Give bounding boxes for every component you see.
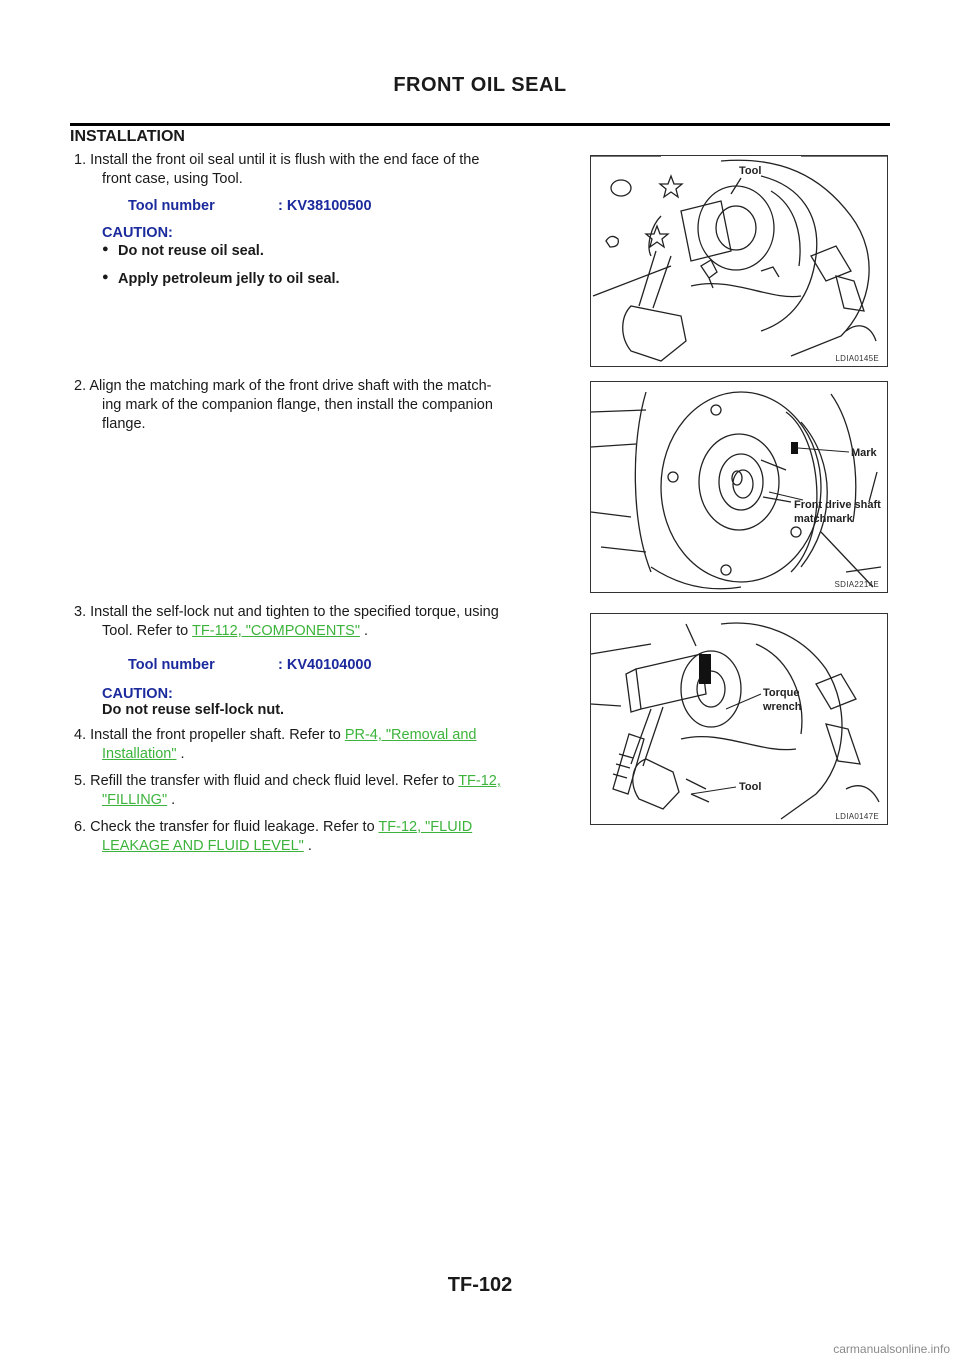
- figure-code: LDIA0147E: [835, 812, 879, 821]
- caution-block: [102, 686, 284, 718]
- step-text: .: [303, 838, 312, 854]
- tool-number-row: [128, 657, 372, 673]
- step-text: ing mark of the companion flange, then install the companion: [102, 397, 493, 413]
- figure-label: Tool: [739, 781, 762, 793]
- title-rule: [70, 123, 890, 126]
- figure-label: wrench: [763, 701, 802, 713]
- section-heading: INSTALLATION: [70, 128, 185, 145]
- caution-item: ● Do not reuse oil seal.: [102, 243, 340, 259]
- xref-link-tf12[interactable]: TF-12,: [458, 773, 501, 789]
- caution-item: Do not reuse self-lock nut.: [102, 702, 285, 718]
- xref-link-fluid[interactable]: TF-12, "FLUID: [378, 819, 473, 835]
- step-text: flange.: [102, 416, 146, 432]
- step-number: 3.: [74, 604, 87, 620]
- oil-seal-illustration: [591, 156, 887, 366]
- page-title: FRONT OIL SEAL: [393, 74, 567, 96]
- figure-label: Tool: [739, 165, 762, 177]
- step-3: [74, 603, 579, 641]
- caution-title: CAUTION:: [102, 686, 173, 702]
- figure-code: LDIA0145E: [835, 354, 879, 363]
- figure-torque-wrench: [590, 613, 888, 825]
- step-1: [74, 151, 579, 189]
- watermark: carmanualsonline.info: [833, 1342, 950, 1356]
- step-6: [74, 818, 579, 856]
- step-text: .: [167, 792, 176, 808]
- xref-link-components[interactable]: TF-112, "COMPONENTS": [192, 623, 360, 639]
- step-text: .: [176, 746, 185, 762]
- step-4: [74, 726, 579, 764]
- xref-link-installation[interactable]: Installation": [102, 746, 177, 762]
- figure-label: matchmark: [794, 513, 853, 525]
- tool-value: : KV38100500: [278, 198, 372, 214]
- step-text: Tool. Refer to: [102, 623, 189, 639]
- figure-oil-seal-tool: [590, 155, 888, 367]
- xref-link-leakage[interactable]: LEAKAGE AND FLUID LEVEL": [102, 838, 304, 854]
- figure-matchmark: [590, 381, 888, 593]
- caution-title: CAUTION:: [102, 225, 173, 241]
- figure-label: Front drive shaft: [794, 499, 881, 511]
- tool-number-row: [128, 198, 372, 214]
- figure-label: Mark: [851, 447, 877, 459]
- step-text: .: [359, 623, 369, 639]
- companion-flange-illustration: [591, 382, 887, 592]
- caution-block: [102, 225, 340, 287]
- step-5: [74, 772, 579, 810]
- page-number: TF-102: [447, 1274, 513, 1296]
- step-number: 5.: [74, 773, 87, 789]
- step-text: Install the front propeller shaft. Refer to: [90, 727, 341, 743]
- torque-wrench-illustration: [591, 614, 887, 824]
- step-text: Install the front oil seal until it is flush with the end face of the: [90, 152, 480, 168]
- step-number: 1.: [74, 152, 87, 168]
- step-text: front case, using Tool.: [102, 171, 243, 187]
- tool-label: Tool number: [128, 657, 215, 673]
- step-text: Check the transfer for fluid leakage. Refer to: [90, 819, 375, 835]
- step-text: Align the matching mark of the front drive shaft with the match-: [89, 378, 492, 394]
- figure-label: Torque: [763, 687, 800, 699]
- step-2: [74, 377, 579, 434]
- xref-link-filling[interactable]: "FILLING": [102, 792, 168, 808]
- step-number: 2.: [74, 378, 87, 394]
- tool-label: Tool number: [128, 198, 215, 214]
- xref-link-removal[interactable]: PR-4, "Removal and: [344, 727, 477, 743]
- tool-value: : KV40104000: [278, 657, 372, 673]
- figure-code: SDIA2214E: [834, 580, 879, 589]
- step-text: Install the self-lock nut and tighten to the specified torque, using: [90, 604, 499, 620]
- step-text: Refill the transfer with fluid and check fluid level. Refer to: [90, 773, 455, 789]
- step-number: 4.: [74, 727, 87, 743]
- step-number: 6.: [74, 819, 87, 835]
- caution-item: ● Apply petroleum jelly to oil seal.: [102, 271, 340, 287]
